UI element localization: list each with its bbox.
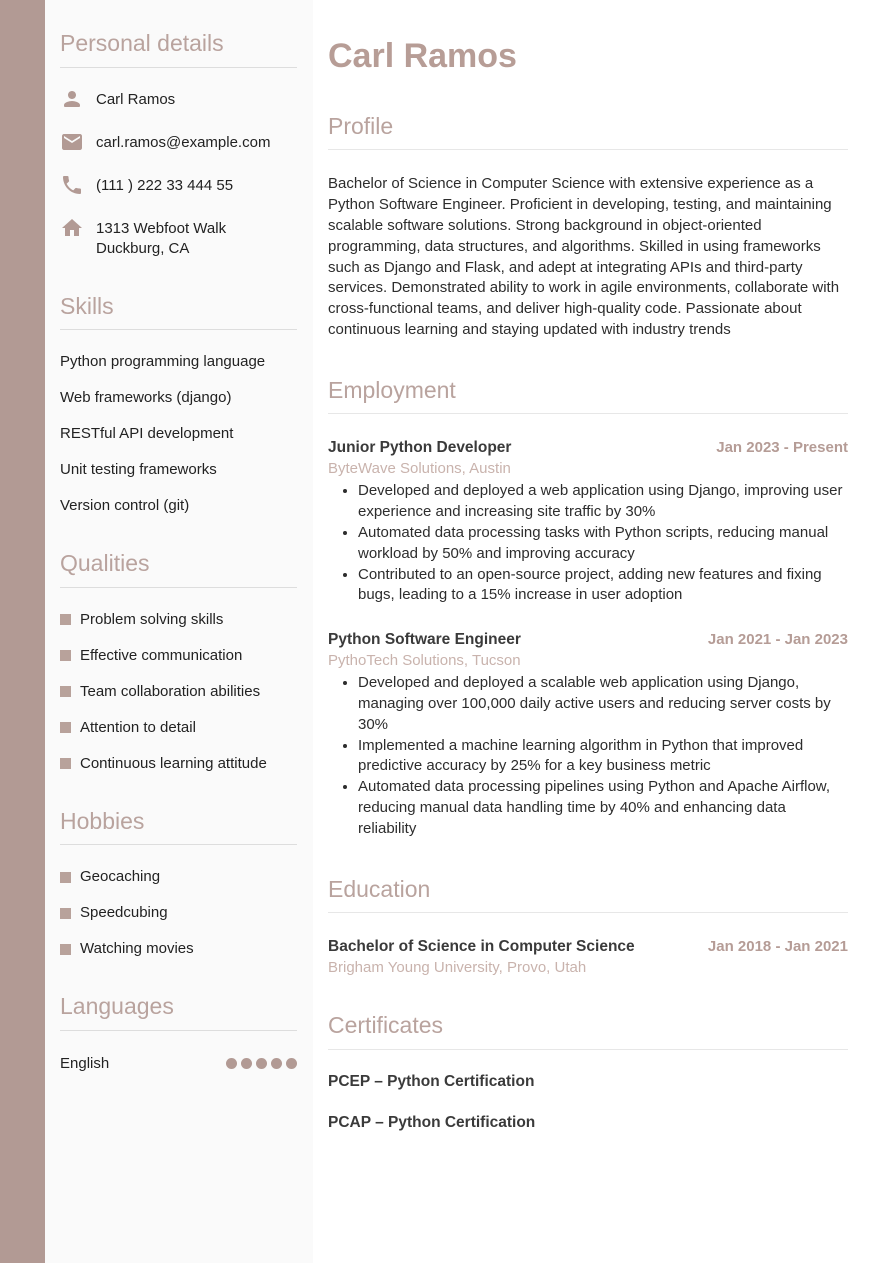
job-bullet: • Contributed to an open-source project, adding new features and fixing bugs, leading to a 15% increase in user adoption [358, 565, 848, 607]
certificate-item: PCAP – Python Certification [328, 1113, 536, 1131]
section-divider [60, 1030, 297, 1031]
address-line-2: Duckburg, CA [96, 239, 190, 257]
quality-item [60, 610, 297, 630]
language-level-dot [271, 1058, 282, 1069]
hobbies-title: Hobbies [60, 807, 145, 834]
section-divider [328, 413, 848, 414]
job-bullet: • Developed and deployed a web application using Django, improving user experience and increasing site traffic by 30% [358, 481, 848, 523]
job-dates: Jan 2023 - Present [716, 439, 848, 457]
language-name: English [60, 1054, 110, 1072]
square-bullet-icon [60, 944, 71, 955]
hobby-item [60, 867, 297, 887]
section-divider [328, 912, 848, 913]
job-header [328, 631, 848, 649]
job-dates: Jan 2021 - Jan 2023 [707, 631, 848, 649]
language-level-dot [256, 1058, 267, 1069]
job-company: PythoTech Solutions, Tucson [328, 652, 521, 670]
quality-label: Effective communication [80, 646, 243, 664]
personal-details-title: Personal details [60, 30, 224, 56]
contact-phone-row [60, 175, 297, 197]
language-row [60, 1055, 297, 1072]
hobby-item [60, 939, 297, 959]
quality-label: Team collaboration abilities [80, 682, 261, 700]
square-bullet-icon [60, 686, 71, 697]
section-divider [60, 329, 297, 330]
qualities-title: Qualities [60, 550, 150, 577]
employment-title: Employment [328, 376, 456, 403]
square-bullet-icon [60, 722, 71, 733]
certificates-title: Certificates [328, 1012, 444, 1039]
main-content [313, 0, 893, 1263]
education-section [328, 876, 848, 977]
profile-text: Bachelor of Science in Computer Science with extensive experience as a Python Software Engineer. Proficient in developing, testing, and maintaining scalable software solutions. Strong background in object-oriented programming, data structures, and algorithms. Skilled in using frameworks such as Django and Flask, and adept at integrating APIs and third-party services. Demonstrated ability to work in agile environments, collaborate with cross-functional teams, and deliver high-quality code. Passionate about continuous learning and staying updated with industry trends [328, 175, 840, 338]
job-bullet: • Implemented a machine learning algorithm in Python that improved predictive accuracy by 25% for a key business metric [358, 736, 848, 778]
phone-icon [60, 173, 84, 197]
hobby-item [60, 903, 297, 923]
language-level-dot [241, 1058, 252, 1069]
square-bullet-icon [60, 908, 71, 919]
resume-name: Carl Ramos [328, 37, 517, 75]
hobby-label: Speedcubing [80, 904, 168, 922]
contact-address [96, 218, 226, 259]
quality-label: Problem solving skills [80, 610, 224, 628]
job-bullet: • Automated data processing pipelines using Python and Apache Airflow, reducing manual data handling time by 40% and enhancing data reliability [358, 777, 848, 839]
quality-label: Continuous learning attitude [80, 754, 267, 772]
employment-section [328, 377, 848, 840]
language-level-dot [286, 1058, 297, 1069]
job-header [328, 439, 848, 457]
job-bullet: • Developed and deployed a scalable web application using Django, managing over 100,000 daily active users and reducing server costs by 30% [358, 673, 848, 735]
hobby-label: Geocaching [80, 868, 161, 886]
education-header [328, 938, 848, 956]
hobby-label: Watching movies [80, 940, 194, 958]
education-degree: Bachelor of Science in Computer Science [328, 938, 635, 956]
square-bullet-icon [60, 650, 71, 661]
contact-email: carl.ramos@example.com [96, 133, 271, 151]
quality-item [60, 682, 297, 702]
profile-section [328, 113, 848, 341]
language-level-dot [226, 1058, 237, 1069]
language-level-indicator [226, 1058, 297, 1069]
quality-item [60, 754, 297, 774]
profile-title: Profile [328, 112, 394, 139]
job-role: Junior Python Developer [328, 439, 512, 457]
accent-strip [0, 0, 45, 1263]
skill-item: Version control (git) [60, 497, 190, 515]
contact-name-row [60, 89, 297, 111]
contact-name: Carl Ramos [96, 90, 176, 108]
quality-item [60, 646, 297, 666]
certificates-section [328, 1012, 848, 1132]
skill-item: Python programming language [60, 353, 266, 371]
job-entry [328, 631, 848, 839]
mail-icon [60, 130, 84, 154]
certificate-item: PCEP – Python Certification [328, 1072, 535, 1090]
section-divider [60, 587, 297, 588]
education-dates: Jan 2018 - Jan 2021 [707, 938, 848, 956]
skill-item: Unit testing frameworks [60, 461, 217, 479]
square-bullet-icon [60, 758, 71, 769]
square-bullet-icon [60, 872, 71, 883]
education-school: Brigham Young University, Provo, Utah [328, 959, 587, 977]
address-line-1: 1313 Webfoot Walk [96, 219, 227, 237]
quality-label: Attention to detail [80, 718, 196, 736]
job-entry [328, 439, 848, 606]
quality-item [60, 718, 297, 738]
job-company: ByteWave Solutions, Austin [328, 460, 511, 478]
job-bullet-list [328, 673, 848, 839]
contact-email-row [60, 132, 297, 154]
contact-phone: (111 ) 222 33 444 55 [96, 176, 234, 194]
section-divider [328, 149, 848, 150]
section-divider [60, 67, 297, 68]
square-bullet-icon [60, 614, 71, 625]
section-divider [328, 1049, 848, 1050]
sidebar [45, 0, 313, 1263]
education-title: Education [328, 875, 431, 902]
job-bullet: • Automated data processing tasks with Python scripts, reducing manual workload by 50% and improving accuracy [358, 523, 848, 565]
skill-item: RESTful API development [60, 425, 234, 443]
home-icon [60, 216, 84, 240]
user-icon [60, 87, 84, 111]
languages-title: Languages [60, 993, 174, 1020]
skills-title: Skills [60, 292, 114, 319]
skill-item: Web frameworks (django) [60, 389, 232, 407]
section-divider [60, 844, 297, 845]
job-role: Python Software Engineer [328, 631, 521, 649]
contact-address-row [60, 218, 297, 259]
job-bullet-list [328, 481, 848, 606]
education-entry [328, 938, 848, 976]
